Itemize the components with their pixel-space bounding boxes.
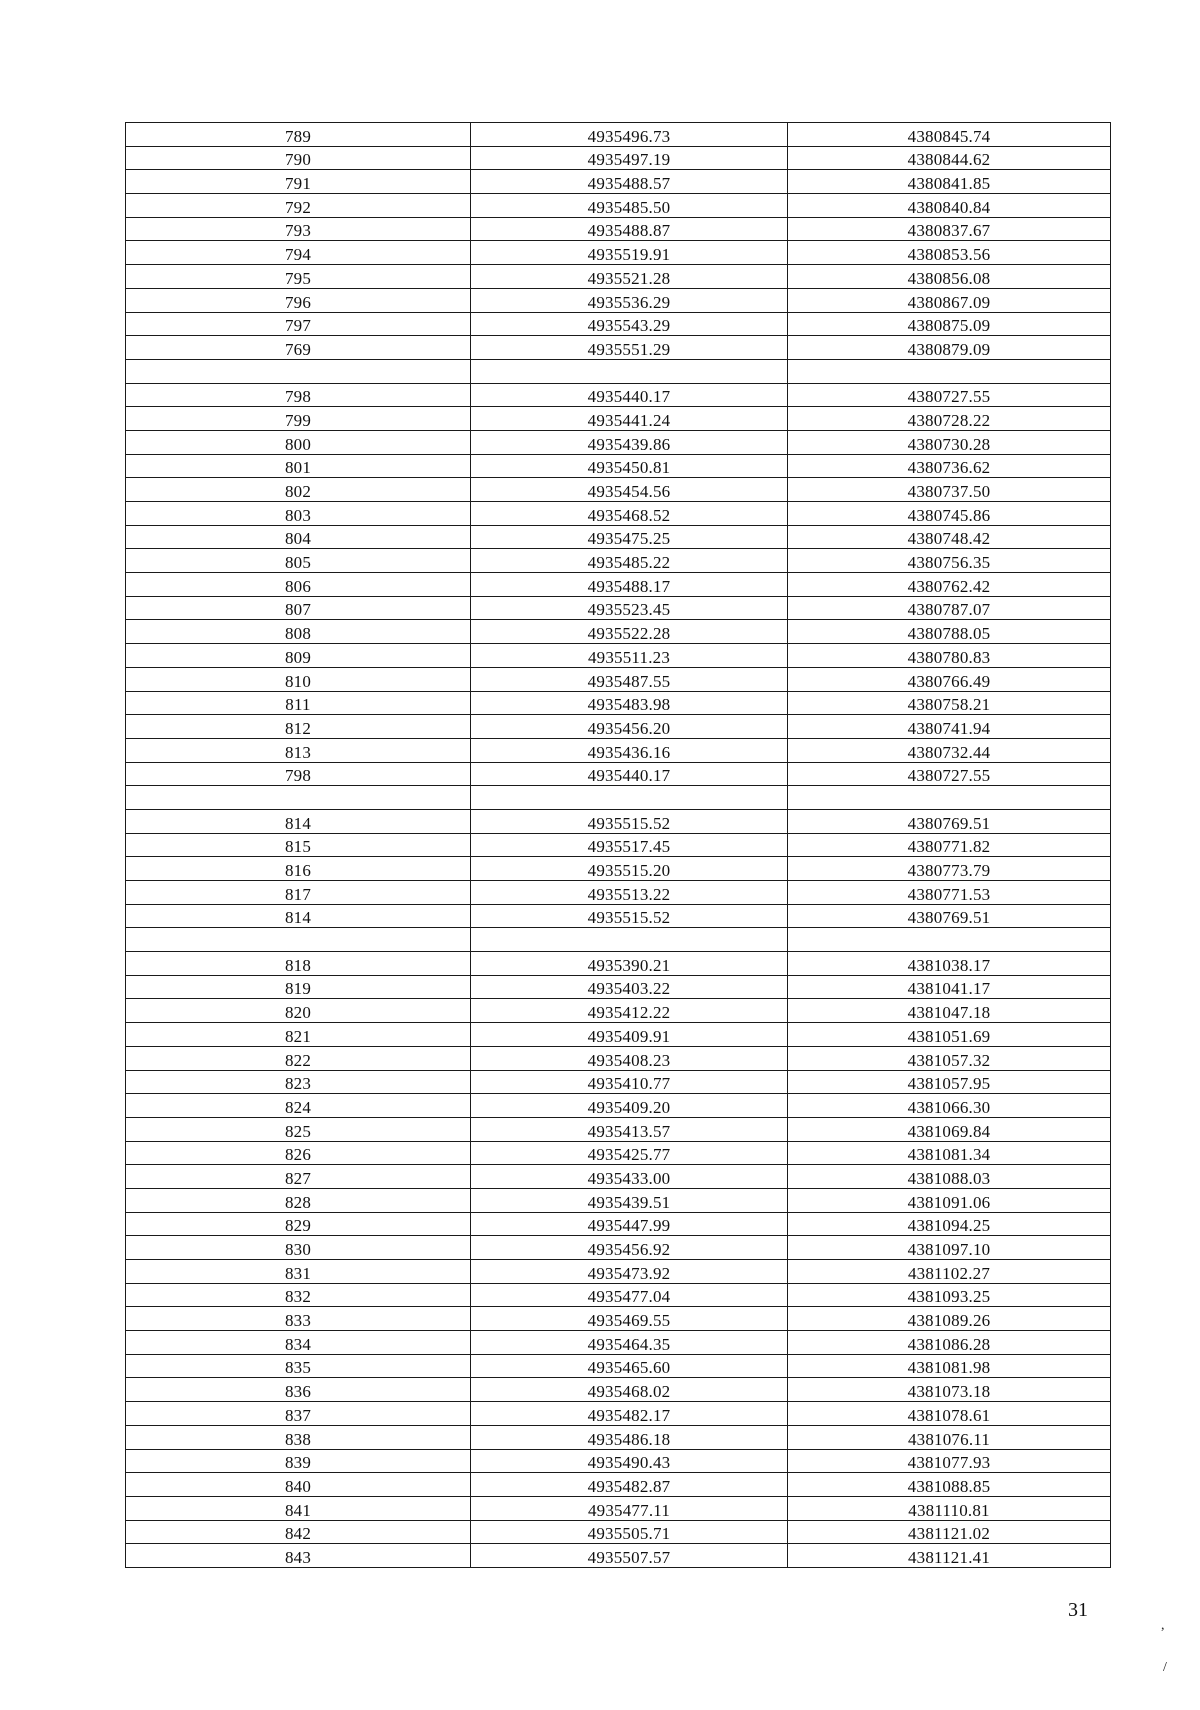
table-row	[126, 1354, 1111, 1378]
y-coordinate-cell: 4381102.27	[788, 1260, 1111, 1284]
table-row	[126, 1046, 1111, 1070]
y-coordinate-cell: 4380737.50	[788, 478, 1111, 502]
y-coordinate-cell: 4380728.22	[788, 407, 1111, 431]
y-coordinate-cell: 4380758.21	[788, 691, 1111, 715]
point-number-cell: 834	[126, 1331, 471, 1355]
x-coordinate-cell: 4935469.55	[471, 1307, 788, 1331]
y-coordinate-cell	[788, 359, 1111, 383]
y-coordinate-cell: 4381051.69	[788, 1023, 1111, 1047]
table-row	[126, 1496, 1111, 1520]
x-coordinate-cell: 4935433.00	[471, 1165, 788, 1189]
y-coordinate-cell: 4381038.17	[788, 952, 1111, 976]
point-number-cell: 831	[126, 1260, 471, 1284]
x-coordinate-cell: 4935403.22	[471, 975, 788, 999]
point-number-cell: 803	[126, 502, 471, 526]
y-coordinate-cell: 4380748.42	[788, 525, 1111, 549]
point-number-cell: 814	[126, 809, 471, 833]
point-number-cell: 841	[126, 1496, 471, 1520]
point-number-cell: 840	[126, 1473, 471, 1497]
y-coordinate-cell: 4381047.18	[788, 999, 1111, 1023]
point-number-cell: 797	[126, 312, 471, 336]
y-coordinate-cell: 4381078.61	[788, 1402, 1111, 1426]
x-coordinate-cell: 4935468.02	[471, 1378, 788, 1402]
point-number-cell: 838	[126, 1425, 471, 1449]
table-row	[126, 857, 1111, 881]
x-coordinate-cell: 4935511.23	[471, 644, 788, 668]
y-coordinate-cell: 4380732.44	[788, 738, 1111, 762]
table-row	[126, 383, 1111, 407]
point-number-cell: 789	[126, 123, 471, 147]
x-coordinate-cell: 4935517.45	[471, 833, 788, 857]
table-row	[126, 620, 1111, 644]
y-coordinate-cell: 4381081.98	[788, 1354, 1111, 1378]
y-coordinate-cell: 4381076.11	[788, 1425, 1111, 1449]
y-coordinate-cell: 4380844.62	[788, 146, 1111, 170]
x-coordinate-cell: 4935409.91	[471, 1023, 788, 1047]
x-coordinate-cell: 4935486.18	[471, 1425, 788, 1449]
point-number-cell	[126, 786, 471, 810]
y-coordinate-cell: 4380769.51	[788, 809, 1111, 833]
table-row	[126, 999, 1111, 1023]
point-number-cell: 811	[126, 691, 471, 715]
y-coordinate-cell: 4380736.62	[788, 454, 1111, 478]
x-coordinate-cell: 4935487.55	[471, 667, 788, 691]
y-coordinate-cell: 4381077.93	[788, 1449, 1111, 1473]
x-coordinate-cell: 4935439.51	[471, 1188, 788, 1212]
table-row	[126, 1449, 1111, 1473]
table-row	[126, 549, 1111, 573]
x-coordinate-cell: 4935390.21	[471, 952, 788, 976]
coordinates-table	[125, 122, 1111, 1568]
x-coordinate-cell: 4935454.56	[471, 478, 788, 502]
table-row	[126, 928, 1111, 952]
x-coordinate-cell: 4935523.45	[471, 596, 788, 620]
point-number-cell: 823	[126, 1070, 471, 1094]
table-row	[126, 123, 1111, 147]
table-row	[126, 1094, 1111, 1118]
x-coordinate-cell: 4935477.04	[471, 1283, 788, 1307]
point-number-cell: 829	[126, 1212, 471, 1236]
x-coordinate-cell: 4935485.22	[471, 549, 788, 573]
point-number-cell: 813	[126, 738, 471, 762]
y-coordinate-cell	[788, 786, 1111, 810]
y-coordinate-cell: 4380771.82	[788, 833, 1111, 857]
y-coordinate-cell: 4380762.42	[788, 573, 1111, 597]
point-number-cell: 806	[126, 573, 471, 597]
y-coordinate-cell: 4380787.07	[788, 596, 1111, 620]
table-row	[126, 502, 1111, 526]
y-coordinate-cell: 4380756.35	[788, 549, 1111, 573]
table-row	[126, 1023, 1111, 1047]
y-coordinate-cell: 4380773.79	[788, 857, 1111, 881]
y-coordinate-cell: 4380771.53	[788, 881, 1111, 905]
y-coordinate-cell: 4381073.18	[788, 1378, 1111, 1402]
y-coordinate-cell: 4380745.86	[788, 502, 1111, 526]
point-number-cell: 799	[126, 407, 471, 431]
x-coordinate-cell: 4935473.92	[471, 1260, 788, 1284]
table-row	[126, 359, 1111, 383]
point-number-cell: 842	[126, 1520, 471, 1544]
y-coordinate-cell: 4381088.85	[788, 1473, 1111, 1497]
table-row	[126, 288, 1111, 312]
point-number-cell: 769	[126, 336, 471, 360]
x-coordinate-cell: 4935515.52	[471, 904, 788, 928]
y-coordinate-cell: 4380845.74	[788, 123, 1111, 147]
table-row	[126, 525, 1111, 549]
y-coordinate-cell: 4380727.55	[788, 383, 1111, 407]
x-coordinate-cell: 4935410.77	[471, 1070, 788, 1094]
table-row	[126, 194, 1111, 218]
point-number-cell: 836	[126, 1378, 471, 1402]
y-coordinate-cell: 4380840.84	[788, 194, 1111, 218]
y-coordinate-cell: 4381066.30	[788, 1094, 1111, 1118]
x-coordinate-cell: 4935496.73	[471, 123, 788, 147]
x-coordinate-cell: 4935488.57	[471, 170, 788, 194]
x-coordinate-cell: 4935519.91	[471, 241, 788, 265]
point-number-cell: 820	[126, 999, 471, 1023]
point-number-cell: 830	[126, 1236, 471, 1260]
table-row	[126, 241, 1111, 265]
x-coordinate-cell: 4935408.23	[471, 1046, 788, 1070]
x-coordinate-cell: 4935536.29	[471, 288, 788, 312]
point-number-cell: 825	[126, 1117, 471, 1141]
table-row	[126, 833, 1111, 857]
table-row	[126, 667, 1111, 691]
y-coordinate-cell: 4381081.34	[788, 1141, 1111, 1165]
y-coordinate-cell	[788, 928, 1111, 952]
point-number-cell: 821	[126, 1023, 471, 1047]
table-row	[126, 1473, 1111, 1497]
point-number-cell: 824	[126, 1094, 471, 1118]
x-coordinate-cell: 4935409.20	[471, 1094, 788, 1118]
y-coordinate-cell: 4380727.55	[788, 762, 1111, 786]
table-row	[126, 1544, 1111, 1568]
y-coordinate-cell: 4380780.83	[788, 644, 1111, 668]
table-row	[126, 1141, 1111, 1165]
point-number-cell: 822	[126, 1046, 471, 1070]
x-coordinate-cell: 4935522.28	[471, 620, 788, 644]
table-row	[126, 1331, 1111, 1355]
table-row	[126, 738, 1111, 762]
table-row	[126, 809, 1111, 833]
point-number-cell: 827	[126, 1165, 471, 1189]
x-coordinate-cell: 4935488.17	[471, 573, 788, 597]
x-coordinate-cell: 4935551.29	[471, 336, 788, 360]
x-coordinate-cell: 4935521.28	[471, 265, 788, 289]
table-row	[126, 596, 1111, 620]
x-coordinate-cell: 4935464.35	[471, 1331, 788, 1355]
y-coordinate-cell: 4380879.09	[788, 336, 1111, 360]
point-number-cell: 791	[126, 170, 471, 194]
table-row	[126, 1260, 1111, 1284]
table-row	[126, 478, 1111, 502]
point-number-cell: 805	[126, 549, 471, 573]
x-coordinate-cell: 4935505.71	[471, 1520, 788, 1544]
x-coordinate-cell: 4935450.81	[471, 454, 788, 478]
table-row	[126, 1117, 1111, 1141]
scan-mark: ,	[1161, 1618, 1165, 1633]
x-coordinate-cell: 4935543.29	[471, 312, 788, 336]
y-coordinate-cell: 4381057.32	[788, 1046, 1111, 1070]
point-number-cell: 796	[126, 288, 471, 312]
y-coordinate-cell: 4381094.25	[788, 1212, 1111, 1236]
table-row	[126, 691, 1111, 715]
point-number-cell: 790	[126, 146, 471, 170]
x-coordinate-cell: 4935425.77	[471, 1141, 788, 1165]
point-number-cell: 801	[126, 454, 471, 478]
x-coordinate-cell: 4935477.11	[471, 1496, 788, 1520]
y-coordinate-cell: 4380766.49	[788, 667, 1111, 691]
table-row	[126, 573, 1111, 597]
table-row	[126, 1188, 1111, 1212]
table-row	[126, 1283, 1111, 1307]
x-coordinate-cell: 4935507.57	[471, 1544, 788, 1568]
x-coordinate-cell: 4935483.98	[471, 691, 788, 715]
y-coordinate-cell: 4381041.17	[788, 975, 1111, 999]
point-number-cell: 809	[126, 644, 471, 668]
x-coordinate-cell: 4935468.52	[471, 502, 788, 526]
table-row	[126, 312, 1111, 336]
y-coordinate-cell: 4380875.09	[788, 312, 1111, 336]
table-row	[126, 1070, 1111, 1094]
point-number-cell: 843	[126, 1544, 471, 1568]
x-coordinate-cell	[471, 928, 788, 952]
table-row	[126, 644, 1111, 668]
point-number-cell: 794	[126, 241, 471, 265]
point-number-cell: 795	[126, 265, 471, 289]
point-number-cell	[126, 359, 471, 383]
x-coordinate-cell: 4935412.22	[471, 999, 788, 1023]
x-coordinate-cell: 4935497.19	[471, 146, 788, 170]
x-coordinate-cell: 4935436.16	[471, 738, 788, 762]
x-coordinate-cell: 4935440.17	[471, 383, 788, 407]
x-coordinate-cell: 4935513.22	[471, 881, 788, 905]
table-row	[126, 715, 1111, 739]
y-coordinate-cell: 4380867.09	[788, 288, 1111, 312]
y-coordinate-cell: 4381121.41	[788, 1544, 1111, 1568]
table-row	[126, 1236, 1111, 1260]
y-coordinate-cell: 4380730.28	[788, 430, 1111, 454]
point-number-cell: 808	[126, 620, 471, 644]
table-row	[126, 881, 1111, 905]
y-coordinate-cell: 4381088.03	[788, 1165, 1111, 1189]
x-coordinate-cell: 4935482.87	[471, 1473, 788, 1497]
point-number-cell: 814	[126, 904, 471, 928]
y-coordinate-cell: 4380853.56	[788, 241, 1111, 265]
x-coordinate-cell	[471, 786, 788, 810]
point-number-cell	[126, 928, 471, 952]
table-row	[126, 952, 1111, 976]
y-coordinate-cell: 4380841.85	[788, 170, 1111, 194]
point-number-cell: 819	[126, 975, 471, 999]
table-row	[126, 1520, 1111, 1544]
table-row	[126, 336, 1111, 360]
x-coordinate-cell: 4935413.57	[471, 1117, 788, 1141]
table-row	[126, 1378, 1111, 1402]
point-number-cell: 810	[126, 667, 471, 691]
x-coordinate-cell: 4935482.17	[471, 1402, 788, 1426]
point-number-cell: 816	[126, 857, 471, 881]
y-coordinate-cell: 4381057.95	[788, 1070, 1111, 1094]
table-row	[126, 430, 1111, 454]
y-coordinate-cell: 4381097.10	[788, 1236, 1111, 1260]
x-coordinate-cell: 4935447.99	[471, 1212, 788, 1236]
table-row	[126, 1402, 1111, 1426]
point-number-cell: 812	[126, 715, 471, 739]
y-coordinate-cell: 4381089.26	[788, 1307, 1111, 1331]
point-number-cell: 839	[126, 1449, 471, 1473]
x-coordinate-cell: 4935485.50	[471, 194, 788, 218]
point-number-cell: 792	[126, 194, 471, 218]
table-row	[126, 1165, 1111, 1189]
point-number-cell: 828	[126, 1188, 471, 1212]
point-number-cell: 817	[126, 881, 471, 905]
point-number-cell: 835	[126, 1354, 471, 1378]
point-number-cell: 837	[126, 1402, 471, 1426]
point-number-cell: 818	[126, 952, 471, 976]
table-row	[126, 1212, 1111, 1236]
y-coordinate-cell: 4381093.25	[788, 1283, 1111, 1307]
table-row	[126, 407, 1111, 431]
table-row	[126, 1307, 1111, 1331]
table-row	[126, 975, 1111, 999]
x-coordinate-cell: 4935456.92	[471, 1236, 788, 1260]
table-row	[126, 170, 1111, 194]
point-number-cell: 832	[126, 1283, 471, 1307]
point-number-cell: 815	[126, 833, 471, 857]
y-coordinate-cell: 4380856.08	[788, 265, 1111, 289]
y-coordinate-cell: 4381069.84	[788, 1117, 1111, 1141]
table-row	[126, 1425, 1111, 1449]
x-coordinate-cell: 4935475.25	[471, 525, 788, 549]
table-row	[126, 904, 1111, 928]
x-coordinate-cell: 4935441.24	[471, 407, 788, 431]
point-number-cell: 800	[126, 430, 471, 454]
scan-mark: /	[1163, 1660, 1167, 1675]
table-row	[126, 265, 1111, 289]
y-coordinate-cell: 4380741.94	[788, 715, 1111, 739]
point-number-cell: 804	[126, 525, 471, 549]
y-coordinate-cell: 4380788.05	[788, 620, 1111, 644]
point-number-cell: 826	[126, 1141, 471, 1165]
y-coordinate-cell: 4380837.67	[788, 217, 1111, 241]
coordinates-table-body	[126, 123, 1111, 1568]
point-number-cell: 798	[126, 762, 471, 786]
table-row	[126, 786, 1111, 810]
table-row	[126, 762, 1111, 786]
y-coordinate-cell: 4381110.81	[788, 1496, 1111, 1520]
x-coordinate-cell: 4935465.60	[471, 1354, 788, 1378]
table-row	[126, 217, 1111, 241]
x-coordinate-cell: 4935439.86	[471, 430, 788, 454]
x-coordinate-cell: 4935456.20	[471, 715, 788, 739]
x-coordinate-cell: 4935490.43	[471, 1449, 788, 1473]
table-row	[126, 146, 1111, 170]
x-coordinate-cell: 4935488.87	[471, 217, 788, 241]
point-number-cell: 798	[126, 383, 471, 407]
page-number: 31	[1068, 1599, 1088, 1621]
y-coordinate-cell: 4381091.06	[788, 1188, 1111, 1212]
x-coordinate-cell	[471, 359, 788, 383]
table-row	[126, 454, 1111, 478]
x-coordinate-cell: 4935515.52	[471, 809, 788, 833]
point-number-cell: 807	[126, 596, 471, 620]
y-coordinate-cell: 4381086.28	[788, 1331, 1111, 1355]
x-coordinate-cell: 4935440.17	[471, 762, 788, 786]
point-number-cell: 833	[126, 1307, 471, 1331]
point-number-cell: 793	[126, 217, 471, 241]
y-coordinate-cell: 4381121.02	[788, 1520, 1111, 1544]
x-coordinate-cell: 4935515.20	[471, 857, 788, 881]
y-coordinate-cell: 4380769.51	[788, 904, 1111, 928]
point-number-cell: 802	[126, 478, 471, 502]
